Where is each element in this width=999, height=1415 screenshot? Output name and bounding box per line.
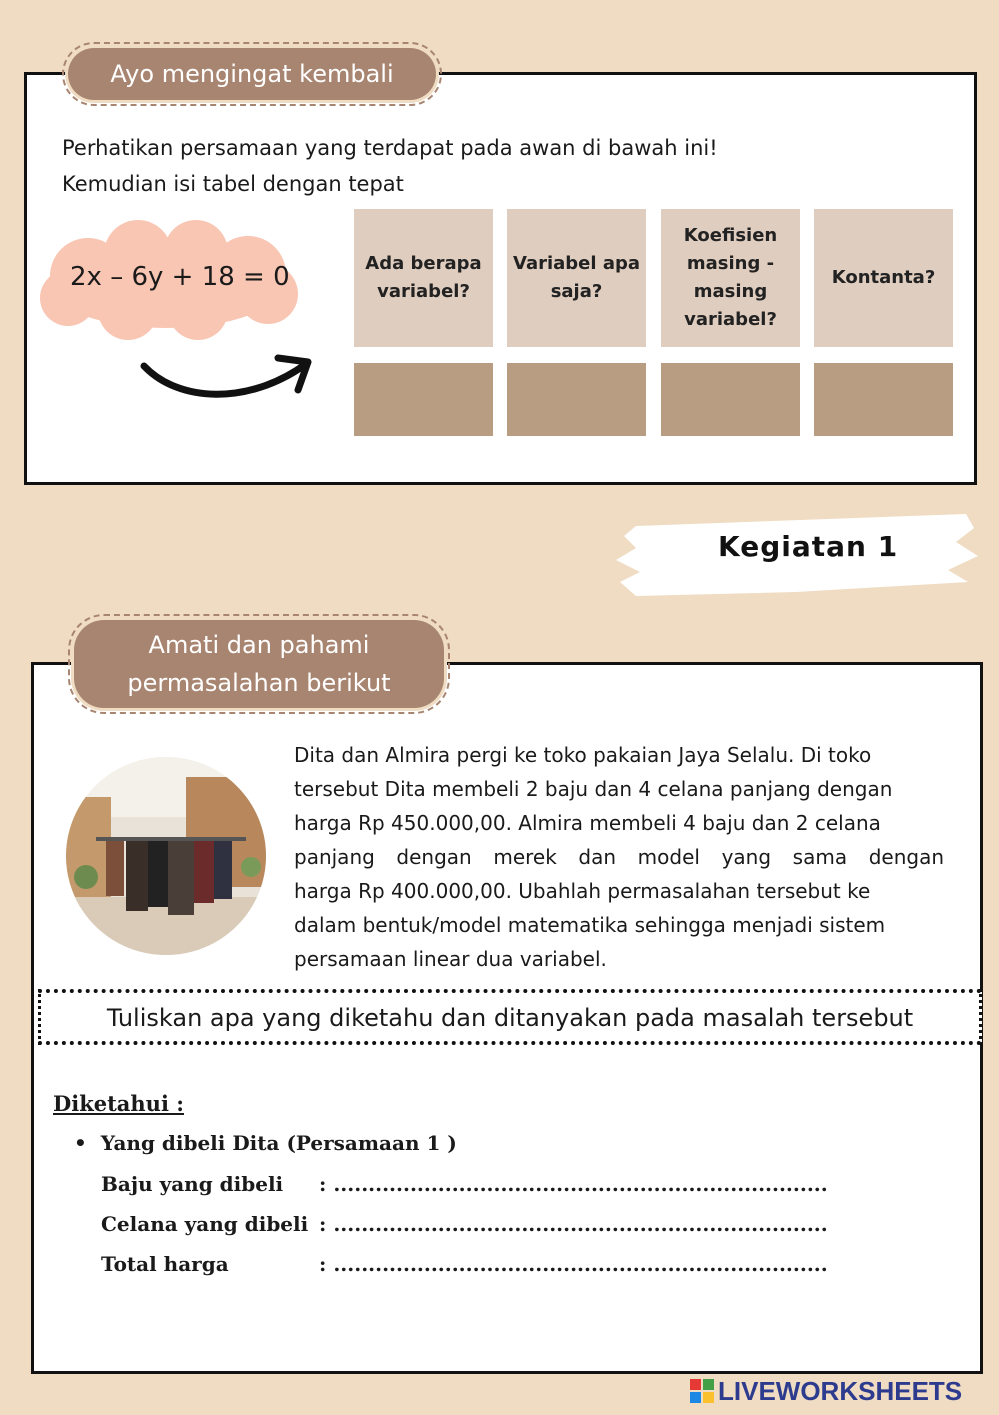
story-line: harga Rp 400.000,00. Ubahlah permasalahan tersebut ke bbox=[294, 879, 871, 903]
story-line: persamaan linear dua variabel. bbox=[294, 947, 607, 971]
bullet-dot-icon: • bbox=[74, 1131, 101, 1155]
field-row bbox=[101, 1212, 828, 1236]
recall-title: Ayo mengingat kembali bbox=[68, 48, 436, 100]
bullet-item bbox=[74, 1131, 457, 1155]
field-row bbox=[101, 1252, 828, 1276]
field-label: Baju yang dibeli bbox=[101, 1172, 284, 1196]
field-blank[interactable]: : ....................................................................... bbox=[319, 1252, 828, 1276]
task-banner: Tuliskan apa yang diketahu dan ditanyakan pada masalah tersebut bbox=[38, 989, 982, 1045]
problem-title-line-1: Amati dan pahami bbox=[148, 631, 370, 659]
liveworksheets-logo-icon bbox=[690, 1379, 714, 1403]
instruction-line-2: Kemudian isi tabel dengan tepat bbox=[62, 172, 404, 196]
table-header-cell: Variabel apa saja? bbox=[507, 209, 646, 347]
story-line: Dita dan Almira pergi ke toko pakaian Jaya Selalu. Di toko bbox=[294, 743, 872, 767]
story-line: tersebut Dita membeli 2 baju dan 4 celana panjang dengan bbox=[294, 777, 893, 801]
answer-cell-constant[interactable] bbox=[814, 363, 953, 436]
field-row bbox=[101, 1172, 828, 1196]
table-header-cell: Koefisien masing - masing variabel? bbox=[661, 209, 800, 347]
field-label: Celana yang dibeli bbox=[101, 1212, 309, 1236]
problem-title bbox=[74, 620, 444, 708]
bullet-text: Yang dibeli Dita (Persamaan 1 ) bbox=[100, 1131, 457, 1155]
story-paragraph bbox=[294, 738, 944, 976]
curved-arrow-icon bbox=[138, 340, 318, 410]
watermark-text: LIVEWORKSHEETS bbox=[718, 1375, 963, 1406]
field-blank[interactable]: : ....................................................................... bbox=[319, 1212, 828, 1236]
story-line: panjang dengan merek dan model yang sama dengan bbox=[294, 845, 944, 869]
table-header-cell: Kontanta? bbox=[814, 209, 953, 347]
answer-cell-variables[interactable] bbox=[507, 363, 646, 436]
table-header-cell: Ada berapa variabel? bbox=[354, 209, 493, 347]
liveworksheets-watermark bbox=[690, 1376, 962, 1406]
clothing-store-photo bbox=[66, 757, 266, 955]
activity-label: Kegiatan 1 bbox=[718, 530, 899, 563]
problem-title-line-2: permasalahan berikut bbox=[127, 669, 391, 697]
answer-cell-coefficients[interactable] bbox=[661, 363, 800, 436]
field-label: Total harga bbox=[101, 1252, 229, 1276]
field-blank[interactable]: : ....................................................................... bbox=[319, 1172, 828, 1196]
known-heading: Diketahui : bbox=[53, 1091, 184, 1116]
story-line: dalam bentuk/model matematika sehingga menjadi sistem bbox=[294, 913, 886, 937]
equation-text: 2x – 6y + 18 = 0 bbox=[70, 262, 290, 292]
story-line: harga Rp 450.000,00. Almira membeli 4 baju dan 2 celana bbox=[294, 811, 881, 835]
answer-cell-variable-count[interactable] bbox=[354, 363, 493, 436]
instruction-line-1: Perhatikan persamaan yang terdapat pada awan di bawah ini! bbox=[62, 136, 718, 160]
